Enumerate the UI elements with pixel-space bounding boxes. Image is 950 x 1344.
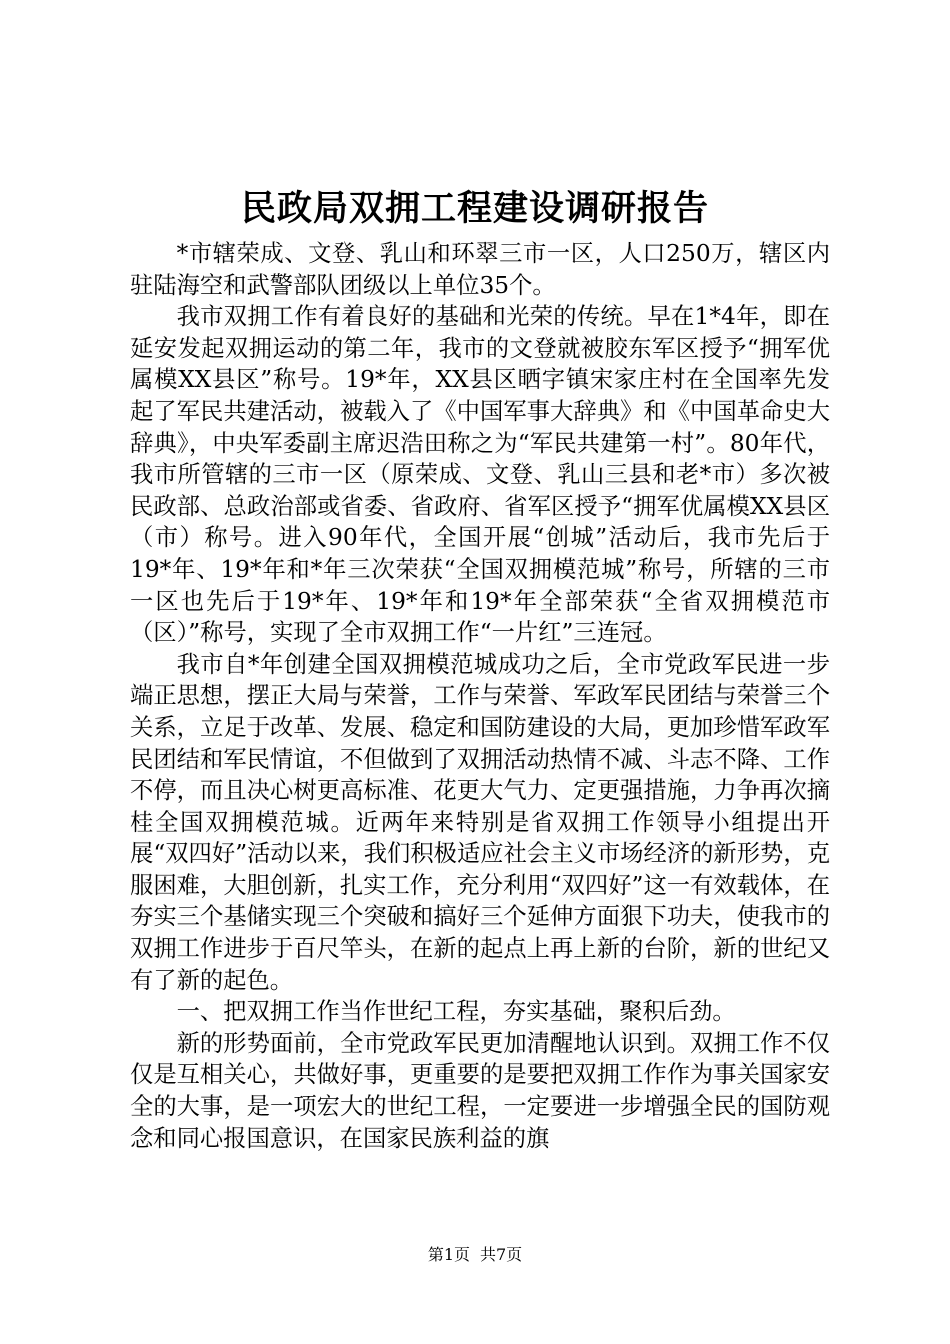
page-count: 共7页 xyxy=(480,1245,523,1264)
page-number: 第1页 xyxy=(427,1245,470,1264)
section-heading-1: 一、把双拥工作当作世纪工程，夯实基础，聚积后劲。 xyxy=(176,998,736,1026)
paragraph-section-1: 新的形势面前，全市党政军民更加清醒地认识到。双拥工作不仅仅是互相关心，共做好事，更重要的是要把双拥工作作为事关国家安全的大事，是一项宏大的世纪工程，一定要进一步增强全民的国防观念和同心报国意识，在国家民族利益的旗 xyxy=(130,1029,830,1152)
document-title: 民政局双拥工程建设调研报告 xyxy=(240,188,709,229)
paragraph-history: 我市双拥工作有着良好的基础和光荣的传统。早在1*4年，即在延安发起双拥运动的第二年，我市的文登就被胶东军区授予“拥军优属模XX县区”称号。19*年，XX县区晒字镇宋家庄村在全国率先发起了军民共建活动，被载入了《中国军事大辞典》和《中国革命史大辞典》，中央军委副主席迟浩田称之为“军民共建第一村”。80年代，我市所管辖的三市一区（原荣成、文登、乳山三县和老*市）多次被民政部、总政治部或省委、省政府、省军区授予“拥军优属模XX县区（市）称号。进入90年代，全国开展“创城”活动后，我市先后于19*年、19*年和*年三次荣获“全国双拥模范城”称号，所辖的三市一区也先后于19*年、19*年和19*年全部荣获“全省双拥模范市（区）”称号，实现了全市双拥工作“一片红”三连冠。 xyxy=(130,303,830,647)
paragraph-intro: *市辖荣成、文登、乳山和环翠三市一区，人口250万，辖区内驻陆海空和武警部队团级以上单位35个。 xyxy=(130,240,830,299)
paragraph-progress: 我市自*年创建全国双拥模范城成功之后，全市党政军民进一步端正思想，摆正大局与荣誉，工作与荣誉、军政军民团结与荣誉三个关系，立足于改革、发展、稳定和国防建设的大局，更加珍惜军政军民团结和军民情谊，不但做到了双拥活动热情不减、斗志不降、工作不停，而且决心树更高标准、花更大气力、定更强措施，力争再次摘桂全国双拥模范城。近两年来特别是省双拥工作领导小组提出开展“双四好”活动以来，我们积极适应社会主义市场经济的新形势，克服困难，大胆创新，扎实工作，充分利用“双四好”这一有效载体，在夯实三个基储实现三个突破和搞好三个延伸方面狠下功夫，使我市的双拥工作进步于百尺竿头，在新的起点上再上新的台阶，新的世纪又有了新的起色。 xyxy=(130,650,830,994)
document-body xyxy=(130,238,830,1154)
page-footer xyxy=(0,1244,950,1266)
